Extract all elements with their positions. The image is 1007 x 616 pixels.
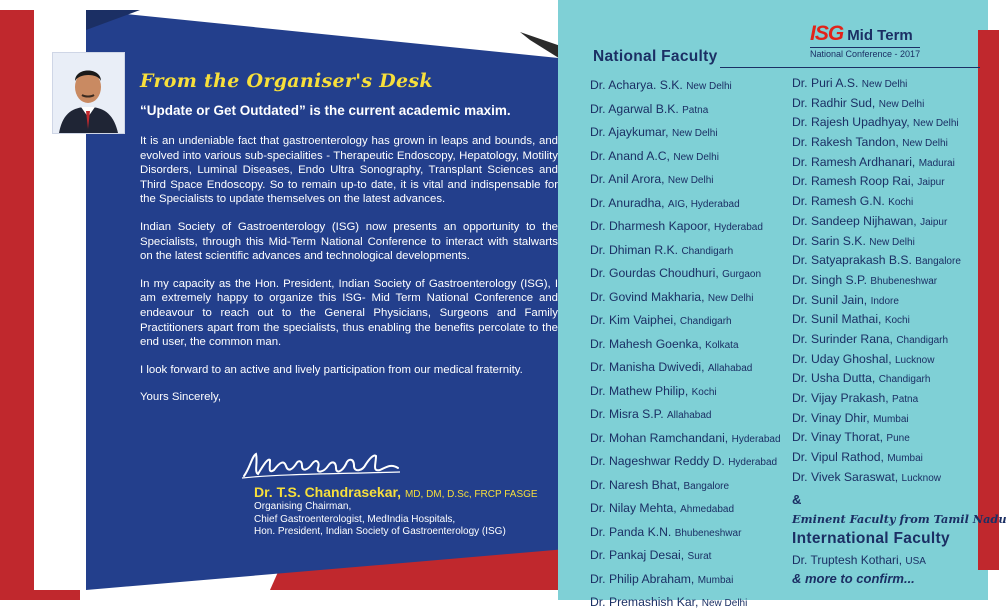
faculty-name: Dr. Dharmesh Kapoor, bbox=[590, 219, 711, 233]
faculty-item bbox=[590, 309, 781, 333]
faculty-name: Dr. Vinay Thorat, bbox=[792, 430, 884, 445]
faculty-city: Kochi bbox=[888, 197, 914, 209]
organiser-photo bbox=[52, 52, 125, 134]
faculty-city: Kochi bbox=[884, 315, 910, 327]
faculty-name: Dr. Ramesh Ardhanari, bbox=[792, 154, 916, 169]
logo-subtitle: National Conference - 2017 bbox=[810, 49, 921, 59]
letter-closing: Yours Sincerely, bbox=[140, 391, 222, 404]
faculty-city: New Delhi bbox=[671, 128, 718, 139]
faculty-item bbox=[590, 286, 781, 310]
faculty-name: Dr. Naresh Bhat, bbox=[590, 477, 681, 492]
eminent-faculty-note: Eminent Faculty from Tamil Nadu bbox=[792, 512, 1007, 526]
faculty-item bbox=[590, 356, 781, 380]
faculty-city: Allahabad bbox=[707, 363, 753, 374]
faculty-item bbox=[792, 113, 961, 133]
faculty-item bbox=[590, 333, 781, 357]
logo-divider bbox=[720, 67, 980, 68]
faculty-item bbox=[590, 168, 781, 192]
faculty-item bbox=[792, 133, 961, 153]
faculty-city: Gurgaon bbox=[722, 269, 762, 280]
faculty-name: Dr. Truptesh Kothari, bbox=[792, 553, 903, 567]
faculty-item bbox=[792, 409, 961, 429]
faculty-name: Dr. Anand A.C, bbox=[590, 148, 670, 163]
faculty-name: Dr. Rakesh Tandon, bbox=[792, 135, 899, 150]
faculty-item bbox=[590, 121, 781, 145]
faculty-item bbox=[792, 232, 961, 252]
faculty-city: Chandigarh bbox=[681, 245, 734, 257]
faculty-name: Dr. Panda K.N. bbox=[590, 524, 672, 539]
faculty-city: Surat bbox=[687, 551, 712, 562]
faculty-name: Dr. Vipul Rathod, bbox=[792, 450, 884, 465]
isg-conference-logo bbox=[810, 22, 920, 59]
faculty-city: Bangalore bbox=[683, 480, 730, 492]
red-right-strip bbox=[978, 30, 999, 570]
faculty-item bbox=[590, 544, 781, 568]
faculty-item bbox=[792, 369, 961, 389]
faculty-name: Dr. Anuradha, bbox=[590, 195, 665, 210]
faculty-name: Dr. Mathew Philip, bbox=[590, 383, 689, 398]
faculty-name: Dr. Misra S.P. bbox=[590, 407, 664, 421]
faculty-item bbox=[590, 192, 781, 216]
faculty-name: Dr. Mahesh Goenka, bbox=[590, 336, 702, 351]
faculty-name: Dr. Uday Ghoshal, bbox=[792, 351, 892, 366]
faculty-name: Dr. Agarwal B.K. bbox=[590, 101, 679, 116]
ampersand: & bbox=[792, 492, 802, 507]
faculty-item bbox=[792, 94, 961, 114]
faculty-item bbox=[792, 468, 961, 488]
faculty-name: Dr. Vijay Prakash, bbox=[792, 391, 889, 405]
faculty-name: Dr. Usha Dutta, bbox=[792, 371, 876, 386]
faculty-city: Lucknow bbox=[894, 354, 935, 366]
faculty-city: Hyderabad bbox=[731, 433, 781, 445]
faculty-city: Bhubeneshwar bbox=[674, 527, 742, 539]
faculty-city: Chandigarh bbox=[896, 334, 949, 346]
faculty-name: Dr. Sandeep Nijhawan, bbox=[792, 213, 917, 228]
signatory-titles bbox=[254, 501, 506, 539]
faculty-item bbox=[590, 98, 781, 122]
international-faculty-item bbox=[792, 553, 926, 567]
faculty-name: Dr. Puri A.S. bbox=[792, 76, 859, 90]
cyan-panel-left-edge bbox=[558, 0, 578, 60]
faculty-name: Dr. Ramesh G.N. bbox=[792, 194, 885, 209]
faculty-item bbox=[590, 239, 781, 263]
faculty-item bbox=[590, 380, 781, 404]
faculty-name: Dr. Vivek Saraswat, bbox=[792, 469, 899, 484]
faculty-column-right bbox=[792, 74, 961, 487]
logo-isg: ISG bbox=[810, 22, 844, 45]
faculty-item bbox=[590, 568, 781, 592]
letter-paragraph: Indian Society of Gastroenterology (ISG) now presents an opportunity to the Specialists, through this Mid-Term National Conference to interact with stalwarts on the latest scientific advances and technological developments. bbox=[140, 220, 558, 263]
faculty-item bbox=[590, 215, 781, 239]
faculty-item bbox=[590, 521, 781, 545]
faculty-name: Dr. Mohan Ramchandani, bbox=[590, 430, 729, 445]
faculty-city: Patna bbox=[892, 394, 919, 405]
faculty-name: Dr. Ajaykumar, bbox=[590, 125, 669, 139]
faculty-name: Dr. Sunil Jain, bbox=[792, 292, 868, 307]
faculty-name: Dr. Govind Makharia, bbox=[590, 289, 705, 304]
faculty-name: Dr. Dhiman R.K. bbox=[590, 242, 679, 257]
faculty-name: Dr. Pankaj Desai, bbox=[590, 548, 685, 562]
faculty-city: Kolkata bbox=[705, 339, 739, 351]
faculty-item bbox=[590, 450, 781, 474]
faculty-city: Jaipur bbox=[920, 216, 948, 228]
faculty-city: Allahabad bbox=[666, 410, 712, 421]
faculty-city: New Delhi bbox=[861, 79, 908, 90]
faculty-item bbox=[590, 145, 781, 169]
faculty-name: Dr. Manisha Dwivedi, bbox=[590, 360, 705, 374]
faculty-city: New Delhi bbox=[707, 292, 754, 304]
faculty-city: USA bbox=[905, 556, 926, 567]
faculty-item bbox=[792, 192, 961, 212]
faculty-city: Indore bbox=[870, 295, 899, 307]
faculty-city: Kochi bbox=[691, 386, 717, 398]
faculty-item bbox=[792, 310, 961, 330]
faculty-city: Mumbai bbox=[887, 453, 923, 465]
faculty-item bbox=[590, 74, 781, 98]
faculty-item bbox=[792, 251, 961, 271]
signatory-title-line: Chief Gastroenterologist, MedIndia Hospitals, bbox=[254, 513, 456, 525]
faculty-item bbox=[590, 591, 781, 615]
faculty-name: Dr. Singh S.P. bbox=[792, 272, 867, 287]
faculty-item bbox=[792, 212, 961, 232]
faculty-name: Dr. Premashish Kar, bbox=[590, 595, 699, 609]
faculty-item bbox=[792, 428, 961, 448]
faculty-item bbox=[792, 172, 961, 192]
faculty-name: Dr. Philip Abraham, bbox=[590, 571, 695, 586]
signatory-title-line: Organising Chairman, bbox=[254, 501, 352, 512]
faculty-name: Dr. Satyaprakash B.S. bbox=[792, 253, 912, 268]
faculty-city: New Delhi bbox=[902, 138, 948, 150]
logo-mid-term: Mid Term bbox=[847, 27, 913, 44]
faculty-name: Dr. Acharya. S.K. bbox=[590, 78, 683, 92]
faculty-city: Chandigarh bbox=[679, 316, 732, 327]
maxim-line: “Update or Get Outdated” is the current academic maxim. bbox=[140, 103, 511, 118]
faculty-city: Bhubeneshwar bbox=[870, 275, 938, 287]
faculty-item bbox=[590, 403, 781, 427]
faculty-item bbox=[792, 330, 961, 350]
faculty-city: New Delhi bbox=[913, 118, 959, 130]
faculty-item bbox=[792, 350, 961, 370]
letter-paragraph: In my capacity as the Hon. President, Indian Society of Gastroenterology (ISG), I am extremely happy to organize this ISG- Mid Term National Conference and endeavour to reach out to the General Physicians, Surgeons and Family Practitioners apart from the specialists, thus enabling the benefits percolate to the end user, the common man. bbox=[140, 277, 558, 349]
faculty-item bbox=[792, 153, 961, 173]
faculty-name: Dr. Ramesh Roop Rai, bbox=[792, 174, 914, 189]
letter-body bbox=[140, 134, 558, 418]
faculty-item bbox=[590, 262, 781, 286]
signatory-title-line: Hon. President, Indian Society of Gastroenterology (ISG) bbox=[254, 526, 506, 537]
faculty-item bbox=[792, 291, 961, 311]
faculty-name: Dr. Sarin S.K. bbox=[792, 233, 866, 248]
faculty-item bbox=[792, 389, 961, 409]
faculty-item bbox=[792, 271, 961, 291]
signatory-qualifications: MD, DM, D.Sc, FRCP FASGE bbox=[404, 489, 538, 500]
signatory-name bbox=[254, 484, 538, 500]
faculty-city: Madurai bbox=[918, 157, 955, 169]
faculty-name: Dr. Radhir Sud, bbox=[792, 95, 876, 110]
faculty-city: New Delhi bbox=[878, 98, 925, 110]
faculty-name: Dr. Gourdas Choudhuri, bbox=[590, 266, 719, 280]
faculty-item bbox=[590, 474, 781, 498]
faculty-item bbox=[792, 74, 961, 94]
faculty-city: Bangalore bbox=[915, 256, 961, 268]
faculty-city: Hyderabad bbox=[728, 457, 778, 468]
faculty-city: Pune bbox=[886, 433, 910, 445]
letter-paragraph: It is an undeniable fact that gastroenterology has grown in leaps and bounds, and evolved into various sub-specialities - Therapeutic Endoscopy, Hepatology, Motility Disorders, Luminal Diseases, Endo Ultra Sonography, Transplant Sciences and Third Space Endoscopy. So to remain up-to date, it is vital and indispensable for the Specialists to update themselves on the latest advances. bbox=[140, 135, 558, 206]
international-faculty-title: International Faculty bbox=[792, 530, 950, 547]
faculty-name: Dr. Vinay Dhir, bbox=[792, 410, 870, 425]
letter-paragraph: I look forward to an active and lively participation from our medical fraternity. bbox=[140, 363, 523, 376]
faculty-name: Dr. Sunil Mathai, bbox=[792, 312, 882, 327]
organiser-desk-heading: From the Organiser's Desk bbox=[140, 70, 433, 92]
faculty-city: AIG, Hyderabad bbox=[667, 198, 740, 210]
faculty-city: New Delhi bbox=[686, 81, 732, 92]
faculty-city: Patna bbox=[682, 104, 709, 116]
national-faculty-title: National Faculty bbox=[593, 48, 718, 65]
faculty-city: Hyderabad bbox=[713, 222, 763, 233]
faculty-city: New Delhi bbox=[667, 175, 714, 186]
faculty-item bbox=[590, 497, 781, 521]
faculty-city: Chandigarh bbox=[878, 374, 931, 386]
faculty-column-left bbox=[590, 74, 781, 615]
handwritten-signature bbox=[240, 448, 410, 482]
faculty-name: Dr. Kim Vaiphei, bbox=[590, 313, 677, 327]
faculty-name: Dr. Rajesh Upadhyay, bbox=[792, 115, 910, 130]
more-to-confirm: & more to confirm... bbox=[792, 571, 915, 586]
faculty-city: New Delhi bbox=[701, 598, 748, 609]
faculty-city: New Delhi bbox=[869, 236, 915, 248]
faculty-city: Ahmedabad bbox=[680, 504, 735, 515]
faculty-city: Mumbai bbox=[873, 413, 909, 425]
faculty-name: Dr. Anil Arora, bbox=[590, 172, 665, 186]
faculty-city: New Delhi bbox=[673, 151, 719, 163]
faculty-city: Jaipur bbox=[917, 177, 945, 189]
faculty-name: Dr. Surinder Rana, bbox=[792, 331, 893, 346]
faculty-city: Lucknow bbox=[901, 472, 941, 484]
faculty-city: Mumbai bbox=[697, 574, 734, 586]
signatory-name-text: Dr. T.S. Chandrasekar, bbox=[254, 484, 402, 500]
faculty-name: Dr. Nilay Mehta, bbox=[590, 501, 677, 515]
faculty-item bbox=[590, 427, 781, 451]
faculty-item bbox=[792, 448, 961, 468]
faculty-name: Dr. Nageshwar Reddy D. bbox=[590, 454, 725, 468]
